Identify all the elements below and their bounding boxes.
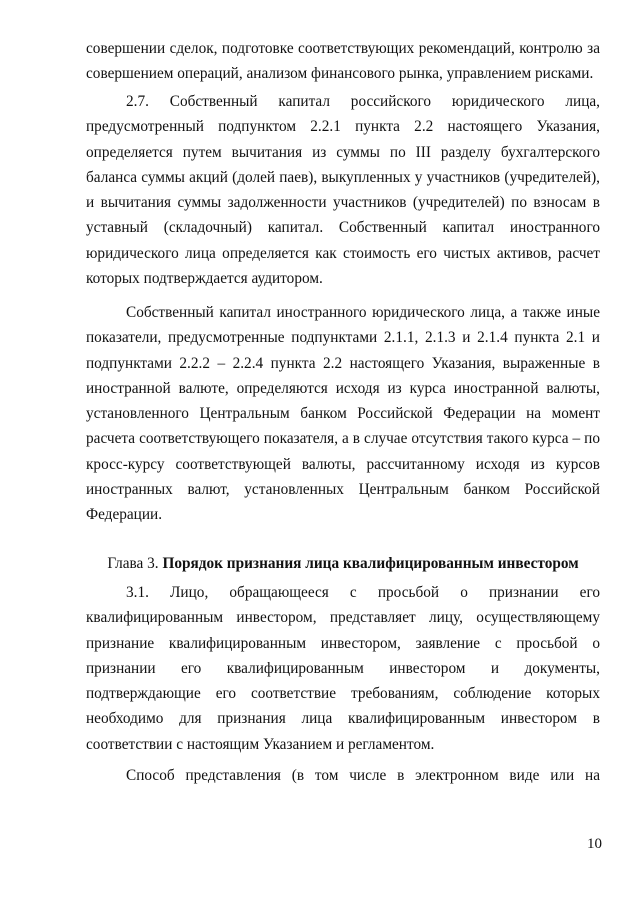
text-line: Способ представления (в том числе в электронном виде или на [126,767,600,784]
text-line: 2.7. Собственный капитал российского юридического лица, [126,93,600,110]
text-line: совершении сделок, подготовке соответствующих рекомендаций, контролю за [86,40,600,57]
paragraph-foreign-capital [86,300,600,528]
chapter-prefix: Глава 3. [107,555,163,572]
text-line: подтверждающие его соответствие требованиям, соблюдение которых [86,685,600,703]
text-line: Собственный капитал иностранного юридического лица, а также иные [126,304,600,321]
text-line: и вычитания суммы задолженности участников (учредителей) по взносам в [86,194,600,212]
page-number: 10 [587,836,602,852]
text-line: 3.1. Лицо, обращающееся с просьбой о признании его [126,584,600,601]
text-line: определяется путем вычитания из суммы по III разделу бухгалтерского [86,143,600,161]
text-line: соответствии с настоящим Указанием и регламентом. [86,735,435,753]
text-line: совершением операций, анализом финансового рынка, управлением рисками. [86,65,594,83]
text-line: необходимо для признания лица квалифицированным инвестором в [86,710,600,728]
text-line: Федерации. [86,506,163,524]
text-line: которых подтверждается аудитором. [86,270,323,288]
text-line: показатели, предусмотренные подпунктами 2.1.1, 2.1.3 и 2.1.4 пункта 2.1 и [86,329,600,347]
text-line: иностранных валют, установленных Центральным банком Российской [86,481,600,499]
chapter-heading [86,551,600,577]
text-line: квалифицированным инвестором, представляет лицу, осуществляющему [86,609,600,627]
text-line: кросс-курсу соответствующей валюты, рассчитанному исходя из курсов [86,455,600,473]
text-line: иностранной валюте, определяются исходя из курса иностранной валюты, [86,379,600,397]
paragraph-continuation [86,36,600,87]
paragraph-3-1 [86,580,600,757]
text-line: признание квалифицированным инвестором, заявление с просьбой о [86,634,600,652]
text-line: юридического лица определяется как стоимость его чистых активов, расчет [86,244,600,262]
text-line: установленного Центральным банком Российской Федерации на момент [86,405,600,423]
paragraph-2-7 [86,89,600,291]
text-line: признании его квалифицированным инвестором и документы, [86,659,600,677]
text-line: баланса суммы акций (долей паев), выкупленных у участников (учредителей), [86,168,600,186]
text-line: предусмотренный подпунктом 2.2.1 пункта 2.2 настоящего Указания, [86,118,600,136]
chapter-title: Порядок признания лица квалифицированным инвестором [162,555,579,572]
text-line: расчета соответствующего показателя, а в случае отсутствия такого курса – по [86,430,600,448]
text-line: уставный (складочный) капитал. Собственный капитал иностранного [86,219,600,237]
text-line: подпунктами 2.2.2 – 2.2.4 пункта 2.2 настоящего Указания, выраженные в [86,354,600,372]
paragraph-method [86,763,600,788]
